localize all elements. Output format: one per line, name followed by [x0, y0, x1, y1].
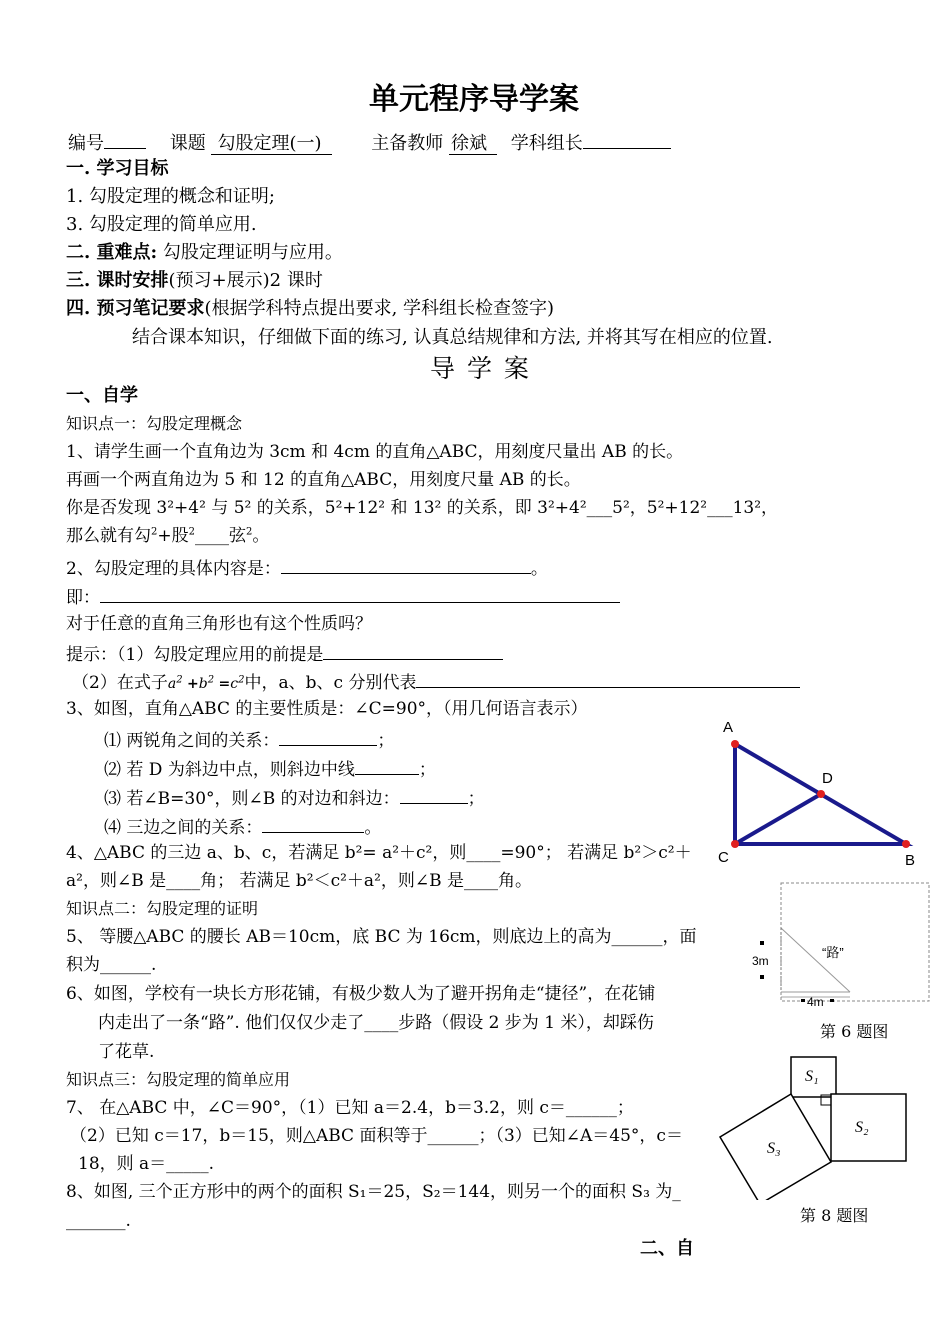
- subtitle: 导 学 案: [430, 354, 531, 383]
- q8-squares-figure: [715, 1050, 925, 1200]
- width-label: 4m: [807, 995, 824, 1009]
- q2a-blank: [281, 555, 531, 574]
- formula-a-sq: 2: [176, 674, 183, 686]
- q1-line-d: [66, 525, 269, 547]
- tick-3m-top: [760, 941, 764, 945]
- section-4-label: 四. 预习笔记要求: [66, 298, 205, 319]
- q2e-b: 中，a、b、c 分别代表: [244, 673, 417, 693]
- label-s1: S₁: [805, 1068, 819, 1085]
- goal-item-1: 1. 勾股定理的概念和证明;: [66, 186, 275, 207]
- section-4-body: 结合课本知识，仔细做下面的练习, 认真总结规律和方法, 并将其写在相应的位置.: [132, 327, 773, 348]
- q1d-sup1: 2: [151, 526, 158, 538]
- q2a-end: 。: [530, 559, 548, 579]
- q5-line-a: 5、 等腰△ABC 的腰长 AB＝10cm，底 BC 为 16cm，则底边上的高为______，面: [66, 927, 697, 947]
- label-c: C: [718, 849, 729, 866]
- garden-rect: [781, 883, 929, 1001]
- q3-3-text: ⑶ 若∠B=30°，则∠B 的对边和斜边：: [104, 789, 400, 809]
- q6-line-b: 内走出了一条“路”. 他们仅仅少走了____步路（假设 2 步为 1 米），却踩伤: [98, 1013, 654, 1033]
- q1d-sup2: 2: [188, 526, 195, 538]
- formula-b-sq: 2: [207, 674, 215, 686]
- q3-item-4: ⑷ 三边之间的关系： 。: [104, 814, 381, 839]
- q3-item-3: ⑶ 若∠B=30°，则∠B 的对边和斜边： ；: [104, 785, 485, 810]
- goal-item-2: 3. 勾股定理的简单应用.: [66, 214, 257, 235]
- q8-line-a: 8、如图, 三个正方形中的两个的面积 S₁＝25，S₂＝144，则另一个的面积 S₃ 为_: [66, 1182, 681, 1202]
- q1d-sup3: 2: [246, 526, 253, 538]
- section-2: [66, 242, 343, 264]
- tick-3m-bottom: [760, 975, 764, 979]
- q2d-blank: [323, 641, 503, 660]
- label-s3: S₃: [767, 1140, 781, 1157]
- height-label: 3m: [752, 954, 769, 968]
- formula-b: b: [198, 676, 208, 692]
- formula-plus: +: [187, 676, 199, 692]
- label-s2: S₂: [855, 1119, 869, 1136]
- q1-line-a: 1、请学生画一个直角边为 3cm 和 4cm 的直角△ABC，用刻度尺量出 AB 的长。: [66, 442, 684, 462]
- formula-c-sq: 2: [238, 674, 245, 686]
- knowledge-point-1: 知识点一：勾股定理概念: [66, 414, 243, 433]
- q2b-blank: [100, 584, 620, 603]
- q1-line-b: 再画一个两直角边为 5 和 12 的直角△ABC，用刻度尺量 AB 的长。: [66, 470, 581, 490]
- point-d: [817, 790, 825, 798]
- q1d-a: 那么就有勾: [66, 526, 151, 546]
- section-2-text: 勾股定理证明与应用。: [157, 242, 343, 263]
- q3-line: 3、如图，直角△ABC 的主要性质是：∠C=90°，（用几何语言表示）: [66, 699, 588, 719]
- formula-c: c: [230, 676, 239, 692]
- q3-4-text: ⑷ 三边之间的关系：: [104, 818, 263, 838]
- fig6-caption: 第 6 题图: [820, 1022, 889, 1041]
- q2b-text: 即：: [66, 588, 100, 608]
- label-b: B: [905, 852, 916, 869]
- q3-triangle-figure: [715, 712, 925, 872]
- q6-garden-figure: [750, 880, 935, 1010]
- q4-line-a: 4、△ABC 的三边 a、b、c，若满足 b²= a²＋c²，则____=90°； 若满足 b²＞c²＋: [66, 843, 692, 863]
- label-d: D: [822, 770, 833, 787]
- q3-1-blank: [279, 727, 377, 746]
- q2d-text: 提示：（1）勾股定理应用的前提是: [66, 645, 324, 665]
- section-2-label: 二. 重难点:: [66, 242, 158, 263]
- median-cd: [735, 794, 821, 844]
- section-4-text: (根据学科特点提出要求, 学科组长检查签字): [204, 298, 555, 319]
- tick-4m-right: [830, 999, 834, 1002]
- keti-label: 课题: [169, 133, 206, 154]
- q2e-blank: [416, 669, 800, 688]
- q3-4-blank: [262, 814, 364, 833]
- q2-line-a: [66, 555, 548, 580]
- q2-line-c: 对于任意的直角三角形也有这个性质吗？: [66, 614, 372, 634]
- q4-line-b: a²，则∠B 是____角； 若满足 b²＜c²＋a²，则∠B 是____角。: [66, 871, 533, 891]
- q2a-text: 2、勾股定理的具体内容是：: [66, 559, 281, 579]
- q1d-d: 。: [252, 526, 270, 546]
- bianhao-label: 编号: [68, 133, 104, 154]
- q2-line-b: [66, 584, 620, 609]
- q7-line-c: 18，则 a＝_____.: [78, 1154, 215, 1174]
- road-line: [781, 928, 850, 992]
- label-a: A: [723, 719, 734, 736]
- point-c: [731, 840, 739, 848]
- section-1-title: 一. 学习目标: [66, 158, 169, 179]
- q3-2-blank: [355, 756, 419, 775]
- bianhao-blank: [104, 130, 146, 149]
- part-2-title: 二、自: [640, 1238, 694, 1259]
- q3-1-text: ⑴ 两锐角之间的关系：: [104, 731, 280, 751]
- q3-item-1: ⑴ 两锐角之间的关系： ；: [104, 727, 394, 752]
- tick-4m-left: [801, 999, 805, 1002]
- q3-3-blank: [400, 785, 468, 804]
- q7-line-b: （2）已知 c＝17，b＝15，则△ABC 面积等于______；（3）已知∠A＝45°，c＝: [70, 1126, 683, 1146]
- page-title: 单元程序导学案: [369, 82, 579, 117]
- point-b: [902, 840, 910, 848]
- q3-item-2: ⑵ 若 D 为斜边中点，则斜边中线 ；: [104, 756, 436, 781]
- q8-line-b: _______.: [66, 1211, 131, 1231]
- q6-line-a: 6、如图，学校有一块长方形花铺，有极少数人为了避开拐角走“捷径”，在花铺: [66, 984, 656, 1004]
- q6-line-c: 了花草.: [98, 1042, 155, 1062]
- road-label: “路”: [822, 945, 844, 960]
- knowledge-point-2: 知识点二：勾股定理的证明: [66, 899, 259, 918]
- q1-line-c: 你是否发现 3²+4² 与 5² 的关系，5²+12² 和 13² 的关系，即 3²+4²___5²，5²+12²___13²，: [66, 498, 779, 518]
- header-line: [68, 130, 671, 155]
- formula-a: a: [167, 676, 177, 692]
- section-4: [66, 298, 554, 320]
- section-3-label: 三. 课时安排: [66, 270, 169, 291]
- formula-eq: =: [218, 676, 231, 692]
- leader-blank: [583, 130, 671, 149]
- q2-line-e: [72, 669, 800, 695]
- q1d-c: ____弦: [195, 526, 246, 546]
- q2e-a: （2）在式子: [72, 673, 168, 693]
- q3-2-text: ⑵ 若 D 为斜边中点，则斜边中线: [104, 760, 355, 780]
- keti-value: 勾股定理(一): [211, 133, 331, 155]
- q1d-b: +股: [157, 526, 189, 546]
- section-3-text: (预习+展示)2 课时: [168, 270, 323, 291]
- q5-line-b: 积为______.: [66, 955, 157, 975]
- point-a: [731, 740, 739, 748]
- formula: [168, 676, 245, 692]
- q7-line-a: 7、 在△ABC 中，∠C＝90°，（1）已知 a＝2.4，b＝3.2，则 c＝______；: [66, 1098, 634, 1118]
- q2-line-d: [66, 641, 503, 666]
- knowledge-point-3: 知识点三：勾股定理的简单应用: [66, 1070, 291, 1089]
- leader-label: 学科组长: [510, 133, 583, 154]
- teacher-label: 主备教师: [371, 133, 444, 154]
- part-1-title: 一、自学: [66, 385, 138, 406]
- fig8-caption: 第 8 题图: [800, 1206, 869, 1225]
- section-3: [66, 270, 323, 292]
- teacher-value: 徐斌: [449, 133, 497, 155]
